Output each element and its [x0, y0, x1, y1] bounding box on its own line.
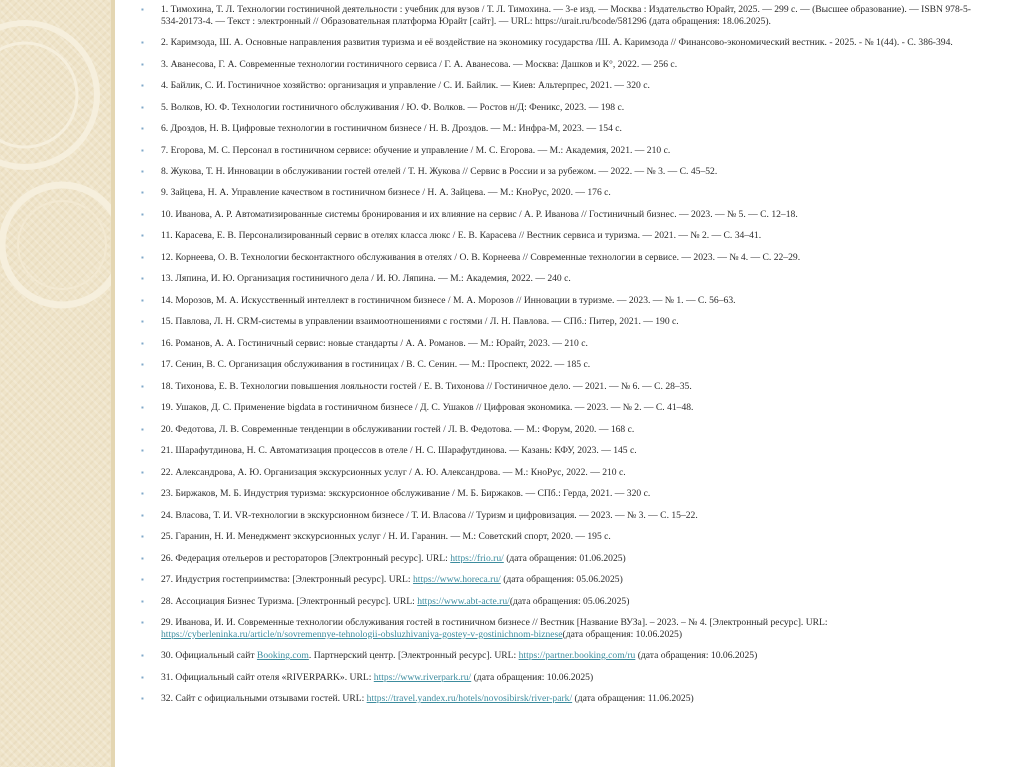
bullet-icon: ▪	[141, 317, 144, 327]
reference-item	[115, 209, 985, 221]
reference-text: 16. Романов, А. А. Гостиничный сервис: новые стандарты / А. А. Романов. — М.: Юрайт, 2023. — 210 с.	[161, 337, 588, 349]
bullet-icon: ▪	[141, 81, 144, 91]
reference-text: 25. Гаранин, Н. И. Менеджмент экскурсионных услуг / Н. И. Гаранин. — М.: Советский спорт, 2020. — 195 с.	[161, 531, 611, 543]
reference-item	[115, 187, 985, 199]
reference-item	[115, 672, 985, 684]
reference-text: 26. Федерация отельеров и рестораторов [Электронный ресурс]. URL:	[161, 552, 451, 564]
reference-item	[115, 617, 985, 640]
reference-text: 9. Зайцева, Н. А. Управление качеством в гостиничном бизнесе / Н. А. Зайцева. — М.: КноРус, 2020. — 176 с.	[161, 187, 611, 199]
reference-text: 3. Аванесова, Г. А. Современные технологии гостиничного сервиса / Г. А. Аванесова. — Москва: Дашков и К°, 2022. — 256 с.	[161, 58, 678, 70]
reference-item	[115, 402, 985, 414]
bullet-icon: ▪	[141, 145, 144, 155]
bullet-icon: ▪	[141, 510, 144, 520]
reference-item	[115, 145, 985, 157]
reference-item	[115, 166, 985, 178]
reference-text: 23. Биржаков, М. Б. Индустрия туризма: экскурсионное обслуживание / М. Б. Биржаков. — СПб.: Герда, 2021. — 320 с.	[161, 488, 651, 500]
reference-text: 5. Волков, Ю. Ф. Технологии гостиничного обслуживания / Ю. Ф. Волков. — Ростов н/Д: Феникс, 2023. — 198 с.	[161, 101, 625, 113]
reference-link[interactable]: https://cyberleninka.ru/article/n/sovremennye-tehnologii-obsluzhivaniya-gostey-v-gostinichnom-biznese	[161, 628, 563, 640]
reference-link[interactable]: Booking.com	[256, 650, 309, 662]
bullet-icon: ▪	[141, 596, 144, 606]
reference-item	[115, 102, 985, 114]
bullet-icon: ▪	[141, 295, 144, 305]
reference-item	[115, 596, 985, 608]
reference-item	[115, 510, 985, 522]
reference-link[interactable]: https://www.abt-acte.ru/	[417, 595, 510, 607]
reference-link[interactable]: https://travel.yandex.ru/hotels/novosibirsk/river-park/	[366, 693, 573, 705]
bullet-icon: ▪	[141, 231, 144, 241]
reference-text: 14. Морозов, М. А. Искусственный интеллект в гостиничном бизнесе / М. А. Морозов // Инновации в туризме. — 2023. — № 1. — С. 56–63.	[161, 294, 736, 306]
bullet-icon: ▪	[141, 694, 144, 704]
bullet-icon: ▪	[141, 38, 144, 48]
reference-text: 13. Ляпина, И. Ю. Организация гостиничного дела / И. Ю. Ляпина. — М.: Академия, 2022. — 240 с.	[161, 273, 571, 285]
reference-item	[115, 252, 985, 264]
reference-item	[115, 445, 985, 457]
bullet-icon: ▪	[141, 188, 144, 198]
reference-item	[115, 553, 985, 565]
reference-item	[115, 273, 985, 285]
reference-item	[115, 80, 985, 92]
bullet-icon: ▪	[141, 124, 144, 134]
reference-link[interactable]: https://frio.ru/	[450, 552, 504, 564]
reference-item	[115, 230, 985, 242]
bullet-icon: ▪	[141, 252, 144, 262]
reference-text: 1. Тимохина, Т. Л. Технологии гостиничной деятельности : учебник для вузов / Т. Л. Тимохина. — 3-е изд. — Москва : Издательство Юрайт, 2025. — 299 с. — (Высшее образование). — ISBN 978-5-534-20173-4. — Текст : электронный // Образовательная платформа Юрайт [сайт]. — URL: https://urait.ru/bcode/581296 (дата обращения: 18.06.2025).	[161, 4, 971, 27]
reference-item	[115, 531, 985, 543]
reference-link[interactable]: https://partner.booking.com/ru	[518, 650, 636, 662]
bullet-icon: ▪	[141, 424, 144, 434]
reference-item	[115, 574, 985, 586]
reference-tail: (дата обращения: 01.06.2025)	[503, 552, 626, 564]
reference-text: 21. Шарафутдинова, Н. С. Автоматизация процессов в отеле / Н. С. Шарафутдинова. — Казань: КФУ, 2023. — 145 с.	[161, 445, 637, 457]
bullet-icon: ▪	[141, 467, 144, 477]
reference-item	[115, 381, 985, 393]
bullet-icon: ▪	[141, 5, 144, 14]
reference-tail: (дата обращения: 10.06.2025)	[471, 671, 594, 683]
reference-tail: (дата обращения: 10.06.2025)	[562, 628, 683, 640]
reference-item	[115, 123, 985, 135]
reference-text: 18. Тихонова, Е. В. Технологии повышения лояльности гостей / Е. В. Тихонова // Гостиничное дело. — 2021. — № 6. — С. 28–35.	[161, 380, 692, 392]
reference-tail: (дата обращения: 05.06.2025)	[500, 574, 623, 586]
reference-text: 20. Федотова, Л. В. Современные тенденции в обслуживании гостей / Л. В. Федотова. — М.: Форум, 2020. — 168 с.	[161, 423, 635, 435]
reference-item	[115, 693, 985, 705]
bullet-icon: ▪	[141, 575, 144, 585]
rings-ornament-icon	[0, 0, 111, 767]
reference-item	[115, 650, 985, 662]
reference-tail: (дата обращения: 11.06.2025)	[572, 693, 694, 705]
reference-item	[115, 359, 985, 371]
reference-item	[115, 4, 985, 27]
reference-text: 12. Корнеева, О. В. Технологии бесконтактного обслуживания в отелях / О. В. Корнеева // Современные технологии в сервисе. — 2023. — № 4. — С. 22–29.	[161, 251, 801, 263]
bullet-icon: ▪	[141, 532, 144, 542]
bullet-icon: ▪	[141, 59, 144, 69]
reference-text: 8. Жукова, Т. Н. Инновации в обслуживании гостей отелей / Т. Н. Жукова // Сервис в России и за рубежом. — 2022. — № 3. — С. 45–52.	[161, 165, 718, 177]
bullet-icon: ▪	[141, 360, 144, 370]
reference-text: 4. Байлик, С. И. Гостиничное хозяйство: организация и управление / С. И. Байлик. — Киев: Альтерпрес, 2021. — 320 с.	[161, 80, 650, 92]
bullet-icon: ▪	[141, 102, 144, 112]
reference-tail: . Партнерский центр. [Электронный ресурс]. URL:	[308, 650, 519, 662]
bullet-icon: ▪	[141, 338, 144, 348]
reference-item	[115, 488, 985, 500]
reference-text: 17. Сенин, В. С. Организация обслуживания в гостиницах / В. С. Сенин. — М.: Проспект, 2022. — 185 с.	[161, 359, 591, 371]
reference-text: 10. Иванова, А. Р. Автоматизированные системы бронирования и их влияние на сервис / А. Р. Иванова // Гостиничный бизнес. — 2023. — № 5. — С. 12–18.	[161, 208, 798, 220]
bullet-icon: ▪	[141, 489, 144, 499]
reference-link[interactable]: https://www.horeca.ru/	[412, 574, 501, 586]
reference-text: 30. Официальный сайт	[161, 650, 257, 662]
bullet-icon: ▪	[141, 274, 144, 284]
reference-text: 19. Ушаков, Д. С. Применение bigdata в гостиничном бизнесе / Д. С. Ушаков // Цифровая экономика. — 2023. — № 2. — С. 41–48.	[161, 402, 694, 414]
bullet-icon: ▪	[141, 403, 144, 413]
references-list	[115, 4, 985, 715]
reference-text: 27. Индустрия гостеприимства: [Электронный ресурс]. URL:	[161, 574, 413, 586]
bullet-icon: ▪	[141, 381, 144, 391]
decorative-sidebar	[0, 0, 111, 767]
reference-item	[115, 59, 985, 71]
reference-text: 6. Дроздов, Н. В. Цифровые технологии в гостиничном бизнесе / Н. В. Дроздов. — М.: Инфра-М, 2023. — 154 с.	[161, 123, 622, 135]
reference-item	[115, 424, 985, 436]
reference-text: 15. Павлова, Л. Н. CRM-системы в управлении взаимоотношениями с гостями / Л. Н. Павлова. — СПб.: Питер, 2021. — 190 с.	[161, 316, 679, 328]
reference-item	[115, 295, 985, 307]
reference-text: 24. Власова, Т. И. VR-технологии в экскурсионном бизнесе / Т. И. Власова // Туризм и цифровизация. — 2023. — № 3. — С. 15–22.	[161, 509, 698, 521]
reference-tail: (дата обращения: 05.06.2025)	[509, 595, 630, 607]
reference-text: 22. Александрова, А. Ю. Организация экскурсионных услуг / А. Ю. Александрова. — М.: КноРус, 2022. — 210 с.	[161, 466, 626, 478]
reference-tail: (дата обращения: 10.06.2025)	[635, 650, 758, 662]
reference-text: 31. Официальный сайт отеля «RIVERPARK». URL:	[161, 671, 374, 683]
reference-text: 7. Егорова, М. С. Персонал в гостиничном сервисе: обучение и управление / М. С. Егорова. — М.: Академия, 2021. — 210 с.	[161, 144, 671, 156]
reference-item	[115, 467, 985, 479]
bullet-icon: ▪	[141, 651, 144, 661]
reference-item	[115, 338, 985, 350]
reference-item	[115, 316, 985, 328]
reference-item	[115, 37, 985, 49]
bullet-icon: ▪	[141, 446, 144, 456]
bullet-icon: ▪	[141, 672, 144, 682]
reference-link[interactable]: https://www.riverpark.ru/	[373, 671, 472, 683]
bullet-icon: ▪	[141, 553, 144, 563]
bullet-icon: ▪	[141, 618, 144, 628]
reference-text: 32. Сайт с официальными отзывами гостей. URL:	[161, 693, 367, 705]
references-content	[115, 0, 1024, 767]
bullet-icon: ▪	[141, 209, 144, 219]
reference-text: 11. Карасева, Е. В. Персонализированный сервис в отелях класса люкс / Е. В. Карасева // Вестник сервиса и туризма. — 2021. — № 2. — С. 34–41.	[161, 230, 762, 242]
bullet-icon: ▪	[141, 166, 144, 176]
reference-text: 29. Иванова, И. И. Современные технологии обслуживания гостей в гостиничном бизнесе // Вестник [Название ВУЗа]. – 2023. – № 4. [Электронный ресурс]. URL:	[161, 617, 828, 629]
reference-text: 2. Каримзода, Ш. А. Основные направления развития туризма и её воздействие на экономику государства /Ш. А. Каримзода // Финансово-экономический вестник. - 2025. - № 1(44). - С. 386-394.	[161, 37, 953, 49]
reference-text: 28. Ассоциация Бизнес Туризма. [Электронный ресурс]. URL:	[161, 595, 418, 607]
